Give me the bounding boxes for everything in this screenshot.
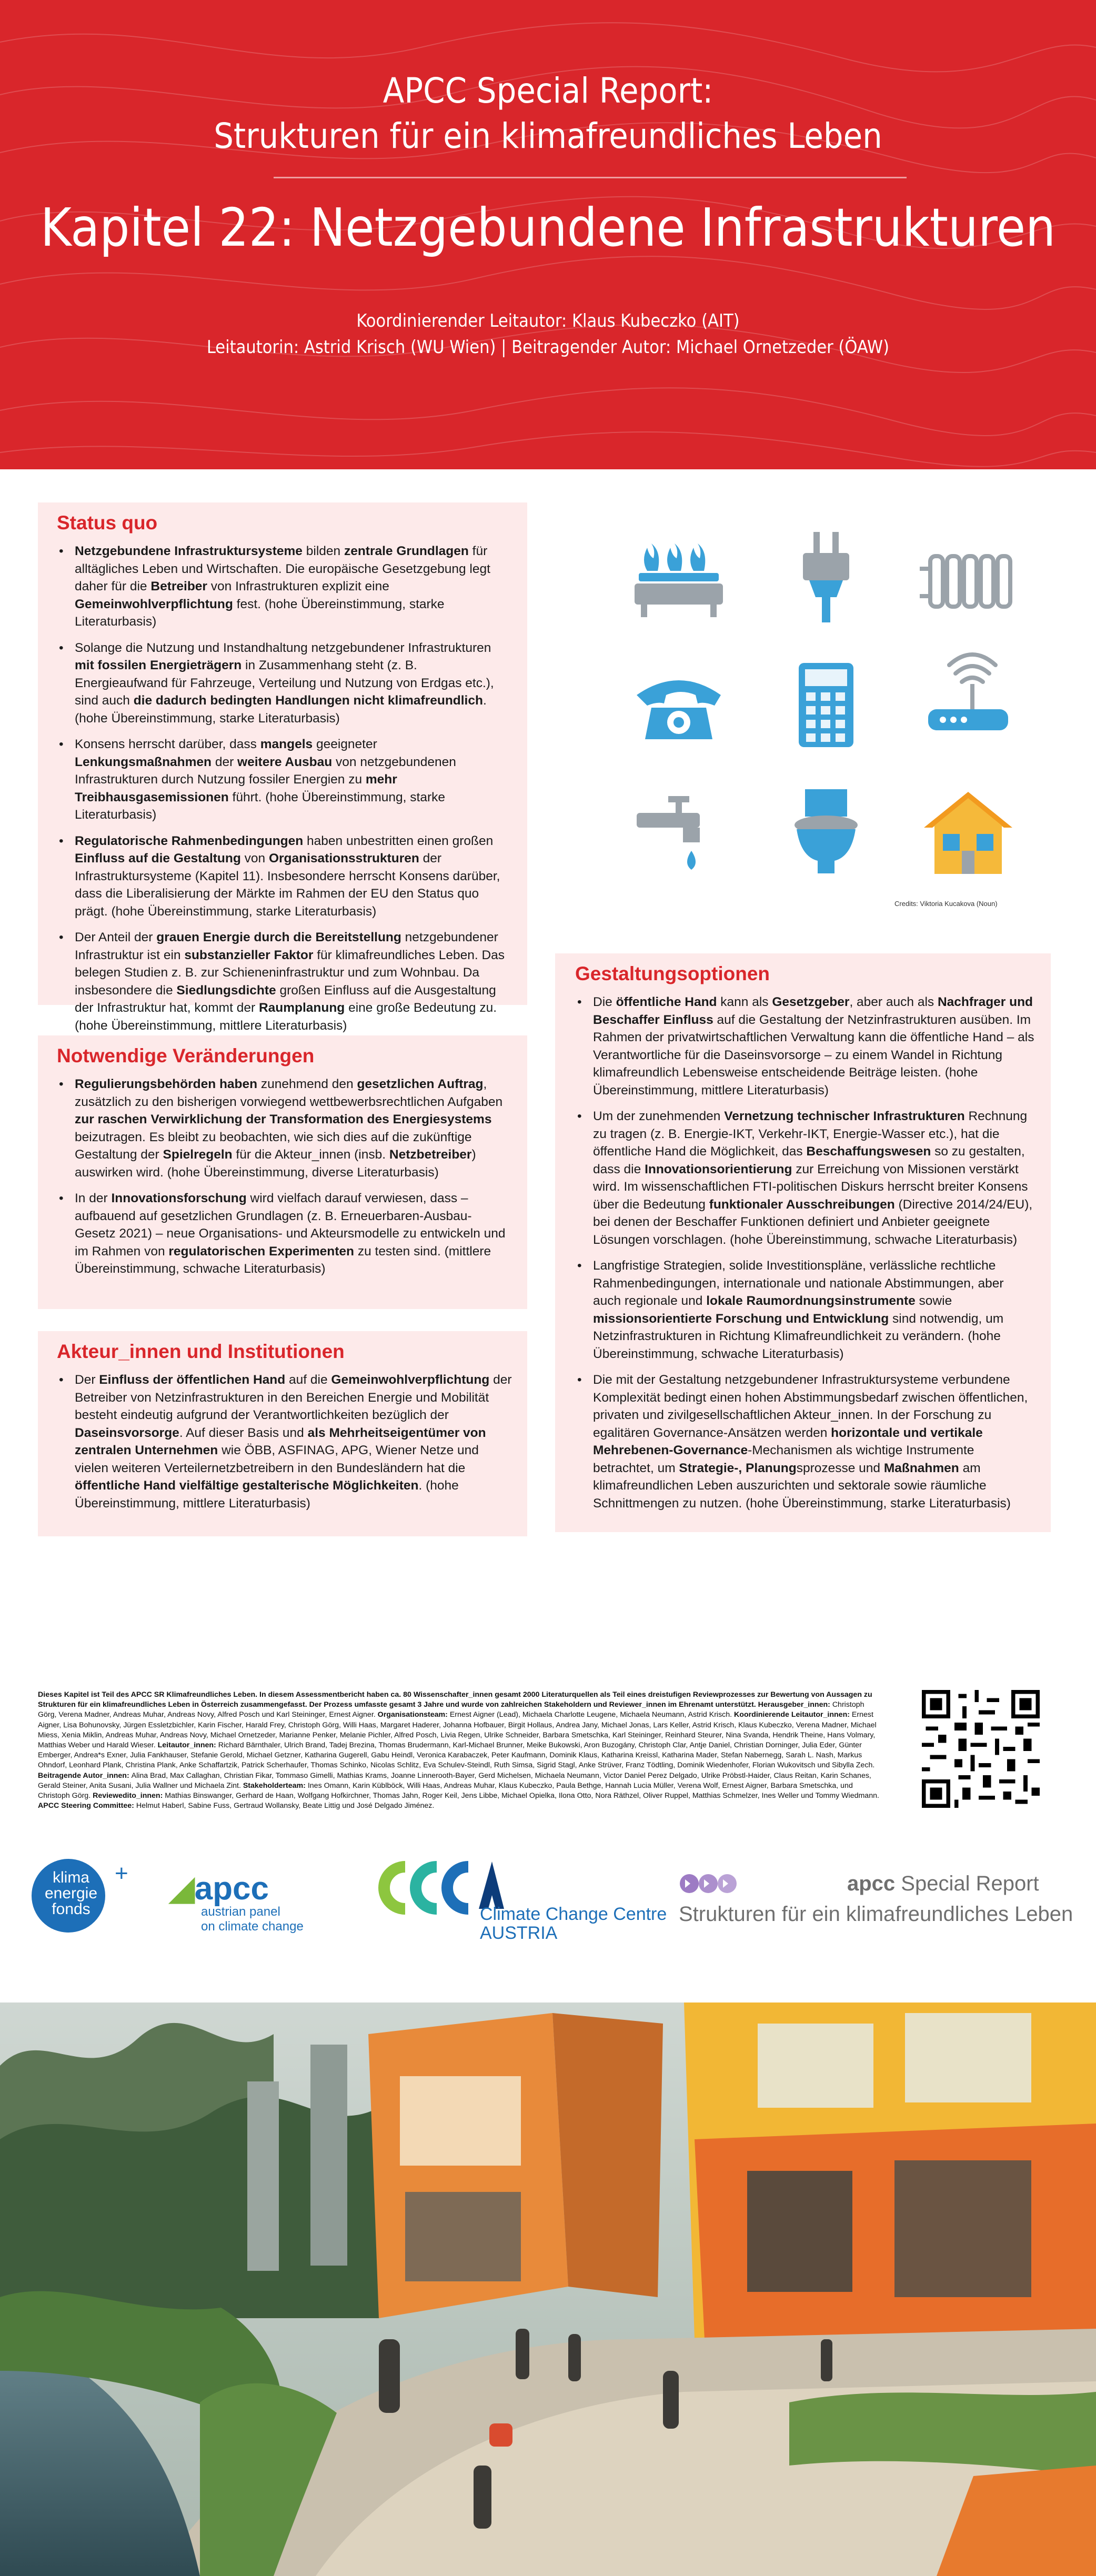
report-title: APCC Special Report: Strukturen für ein klimafreundliches Leben (214, 71, 882, 156)
akteure-list (57, 1371, 512, 1512)
text-run: -Mechanismen als wichtige Instrumente betrachtet, um (593, 1443, 974, 1475)
bold-text: Lenkungsmaßnahmen (75, 754, 212, 769)
bold-text: die dadurch bedingten Handlungen nicht klimafreundlich (133, 693, 483, 708)
bold-text: grauen Energie durch die Bereitstellung (156, 930, 401, 944)
notwendige-list (57, 1075, 512, 1278)
bold-text: horizontale und vertikale Mehrebenen-Governance (593, 1425, 983, 1457)
text-run: In der (75, 1191, 112, 1205)
text-run: Um der zunehmenden (593, 1109, 725, 1123)
bold-text: öffentliche Hand vielfältige gestalterische Möglichkeiten (75, 1478, 419, 1493)
klimafonds-text: fonds (52, 1900, 91, 1918)
text-run: Die (593, 995, 616, 1009)
power-plug-icon (773, 524, 879, 629)
text-run: in Zusammenhang steht (z. B. Energieaufwand für Fahrzeuge, Verteilung und Nutzung von Erdgas etc.), sind auch (75, 658, 494, 708)
bold-text: Netzbetreiber (389, 1148, 472, 1162)
klimafonds-logo (26, 1856, 132, 1935)
bold-text: Organisationsstrukturen (268, 851, 419, 866)
bullet-item (57, 639, 512, 728)
text-run: der Infrastruktursysteme (Kapitel 11). Insbesondere herrscht Konsens darüber, dass die Liberalisierung der Märkte im Rahmen der EU den Status quo prägt. (hohe Übereinstimmung, starke Literaturbasis) (75, 851, 500, 919)
bold-text: regulatorischen Experimenten (168, 1244, 355, 1259)
text-run: Christoph Görg, Verena Madner, Andreas Muhar, Andreas Novy, Alfred Posch und Karl Steininger, Ernest Aigner. (38, 1700, 864, 1719)
text-run: haben unbestritten einen großen (303, 833, 494, 848)
bold-text: Leitautor_innen: (157, 1741, 218, 1750)
text-run: der (212, 754, 238, 769)
bullet-item (57, 832, 512, 921)
text-run: Ines Omann, Karin Küblböck, Willi Haas, Andreas Muhar, Klaus Kubeczko, Paula Bethge, Hannah Lucia Müller, Verena Wolf, Ernest Aigner, Barbara Smetschka, und Christoph Görg. (38, 1781, 853, 1800)
calculator-icon (773, 652, 879, 758)
text-run: für alltägliches Leben und Wirtschaften. Die europäische Gesetzgebung legt daher für die (75, 544, 490, 593)
text-run: , aber auch als (849, 995, 938, 1009)
section-title: Akteur_innen und Institutionen (57, 1341, 345, 1362)
text-run: ) auswirken wird. (hohe Übereinstimmung, diverse Literaturbasis) (75, 1148, 476, 1180)
text-run: Helmut Haberl, Sabine Fuss, Gertraud Wollansky, Beate Littig und José Delgado Jiménez. (136, 1802, 435, 1810)
text-run: der Betreiber von Netzinfrastrukturen in den Bereichen Energie und Mobilität besteht eindeutig aufgrund der Verantwortlichkeiten bezüglich der (75, 1373, 512, 1422)
text-run: Mathias Binswanger, Gerhard de Haan, Wolfgang Hofkirchner, Thomas Jahn, Roger Keil, Jens Libbe, Michael Opielka, Ilona Otto, Nora Räthzel, Oliver Ruppel, Matthias Schmelzer, Ines Weller und Tommy Wiedmann. (165, 1792, 879, 1800)
section-title: Notwendige Veränderungen (57, 1045, 315, 1066)
text-run: Ernest Aigner (Lead), Michaela Charlotte Leugene, Michaela Neumann, Astrid Krisch. (449, 1710, 735, 1719)
text-run: Konsens herrscht darüber, dass (75, 737, 260, 751)
status-quo-box (38, 502, 527, 1033)
section-title: Gestaltungsoptionen (575, 963, 770, 984)
bold-text: Gesetzgeber (772, 995, 850, 1009)
bold-text: gesetzlichen Auftrag (357, 1077, 484, 1091)
bullet-item (57, 1190, 512, 1278)
bold-text: Gemeinwohlverpflichtung (75, 597, 233, 611)
bold-text: Nachfrager und Beschaffer Einfluss (593, 995, 1033, 1027)
bold-text: Strategie-, Planung (679, 1461, 797, 1475)
bold-text: Regulatorische Rahmenbedingungen (75, 833, 304, 848)
text-run: Alina Brad, Max Callaghan, Christian Fikar, Tommaso Gimelli, Mathias Krams, Joanne Linnerooth-Bayer, Gerd Michelsen, Michaela Neumann, Victor Daniel Perez Delgado, Ulrike Pröbstl-Haider, Claus Reitan, Karin Schanes, Gerald Steiner, Anita Susani, Julia Wallner und Michaela Zint. (38, 1771, 871, 1790)
bullet-item (57, 542, 512, 631)
bold-text: Spielregeln (163, 1148, 233, 1162)
text-run: sind notwendig, um Netzinfrastrukturen in Richtung Klimafreundlichkeit zu verändern. (hohe Übereinstimmung, schwache Literaturbasis) (593, 1311, 1004, 1361)
qr-code[interactable] (922, 1690, 1040, 1808)
bold-text: Betreiber (150, 579, 207, 593)
bold-text: Innovationsorientierung (645, 1162, 792, 1176)
bullet-item (57, 1075, 512, 1181)
text-run: Die mit der Gestaltung netzgebundener Infrastruktursysteme verbundene Komplexität bedingt einen hohen Abstimmungsbedarf zwischen öffentlichen, privaten und zivilgesellschaftlichen Akteur_innen. In der Forschung zu egalitären Governance-Ansätzen werden (593, 1373, 1028, 1440)
bold-text: Vernetzung technischer Infrastrukturen (724, 1109, 965, 1123)
text-run: Ernest Aigner, Lisa Bohunovsky, Jürgen Essletzbichler, Karin Fischer, Harald Frey, Christoph Görg, Willi Haas, Margaret Haderer, Johanna Hofbauer, Birgit Hollaus, Andrea Jany, Michael Jonas, Lars Keller, Astrid Krisch, Klaus Kubeczko, Verena Madner, Michael Miess, Xenia Miklin, Andreas Muhar, Andreas Novy, Michael Ornetzeder, Marianne Penker, Melanie Pichler, Alfred Posch, Livia Regen, Ulrike Schneider, Barbara Smetschka, Karl Steininger, Reinhard Steurer, Nina Svanda, Hendrik Theine, Hans Volmary, Matthias Weber und Harald Wieser. (38, 1710, 877, 1750)
text-run: Rechnung zu tragen (z. B. Energie-IKT, Verkehr-IKT, Energie-Wasser etc.), hat die öffentliche Hand die Möglichkeit, das (593, 1109, 1028, 1159)
bold-text: als Mehrheitseigentümer von zentralen Unternehmen (75, 1425, 486, 1457)
bold-text: Gemeinwohlverpflichtung (331, 1373, 490, 1387)
plus-mark: + (115, 1860, 128, 1886)
bullet-item (57, 736, 512, 824)
text-run: Der Anteil der (75, 930, 157, 944)
text-run: für klimafreundliches Leben. Das belegen Studien z. B. zur Schieneninfrastruktur und zum Wohnbau. Da insbesondere die (75, 948, 505, 998)
gestaltung-list (575, 993, 1035, 1512)
text-run: . (hohe Übereinstimmung, mittlere Literaturbasis) (75, 1478, 459, 1511)
toilet-icon (773, 779, 879, 884)
bullet-item (575, 1371, 1035, 1512)
text-run: beizutragen. Es bleibt zu beobachten, wie sich dies auf die zukünftige Gestaltung der (75, 1130, 472, 1162)
bold-text: mehr Treibhausgasemissionen (75, 772, 397, 804)
text-run: auf die (285, 1373, 331, 1387)
section-title: Status quo (57, 512, 158, 534)
text-run: (Directive 2014/24/EU), bei denen der Beschaffer Funktionen definiert und Anbieter geeignete Lösungen vorschlagen. (hohe Übereinstimmung, schwache Literaturbasis) (593, 1197, 1033, 1247)
special-report-logo (679, 1868, 1079, 1941)
apcc-sub: on climate change (201, 1919, 304, 1934)
text-run: . Auf dieser Basis und (179, 1425, 308, 1440)
text-run: Solange die Nutzung und Instandhaltung netzgebundener Infrastrukturen (75, 640, 491, 655)
ccca-logo (368, 1856, 684, 1943)
text-run: am klimafreundlichen Leben auszurichten und sektorale sowie räumliche Schnittmengen zu nutzen. (hohe Übereinstimmung, starke Literaturbasis) (593, 1461, 1011, 1511)
bullet-item (57, 1371, 512, 1512)
bold-text: weitere Ausbau (237, 754, 333, 769)
bold-text: Regulierungsbehörden haben (75, 1077, 258, 1091)
text-run: wie ÖBB, ASFINAG, APG, Wiener Netze und vielen weiteren Verteilernetzbetreibern in den Bundesländern hat die (75, 1443, 479, 1475)
bold-text: Beitragende Autor_innen: (38, 1771, 132, 1780)
icon-credits: Credits: Viktoria Kucakova (Noun) (894, 900, 998, 908)
bold-text: zentrale Grundlagen (344, 544, 469, 558)
klimafonds-text: energie (44, 1885, 98, 1902)
bold-text: Einfluss auf die Gestaltung (75, 851, 241, 866)
logo-row (0, 1847, 1096, 1941)
apcc-wordmark: apcc (194, 1870, 269, 1907)
sr-subtitle: Strukturen für ein klimafreundliches Leben (679, 1903, 1073, 1926)
text-run: Der (75, 1373, 99, 1387)
bold-text: Innovationsforschung (111, 1191, 247, 1205)
text-run: , zusätzlich zu den bisherigen vorwiegend wettbewerbsrechtlichen Aufgaben (75, 1077, 503, 1109)
bold-text: zur raschen Verwirklichung der Transformation des Energiesystems (75, 1112, 492, 1126)
bold-text: mangels (260, 737, 313, 751)
icon-grid (621, 518, 1052, 918)
text-run: so zu gestalten, dass die (593, 1144, 1025, 1176)
akteure-box (38, 1331, 527, 1536)
header-banner (0, 0, 1096, 469)
bold-text: APCC Steering Committee: (38, 1802, 136, 1810)
water-tap-icon (626, 781, 731, 887)
authors: Koordinierender Leitautor: Klaus Kubeczko (AIT) Leitautorin: Astrid Krisch (WU Wien) | Beitragender Autor: Michael Ornetzeder (ÖAW) (206, 310, 890, 358)
text-run: für die Akteur_innen (insb. (232, 1148, 389, 1162)
text-run: von netzgebundenen Infrastrukturen durch Nutzung fossiler Energien zu (75, 754, 456, 787)
ccca-name: Climate Change Centre (480, 1904, 667, 1924)
bullet-item (575, 1257, 1035, 1363)
text-run: sprozesse und (796, 1461, 884, 1475)
gas-stove-icon (626, 529, 731, 634)
text-run: auf die Gestaltung der Netzinfrastrukturen ausüben. Im Rahmen der privatwirtschaftlichen Verwaltung kann die öffentliche Hand – als Verantwortliche für die Daseinsvorsorge – zu einem Wandel in Richtung klimafreundlich Lebensweise entscheidende Beiträge leisten. (hohe Übereinstimmung, mittlere Literaturbasis) (593, 1012, 1034, 1098)
bold-text: Raumplanung (258, 1001, 345, 1015)
header-divider (274, 177, 907, 178)
sr-apcc: apcc (847, 1872, 896, 1895)
text-run: bilden (302, 544, 344, 558)
text-run: kann als (717, 995, 772, 1009)
text-run: geeigneter (313, 737, 377, 751)
bold-text: Beschaffungswesen (806, 1144, 931, 1159)
bold-text: funktionaler Ausschreibungen (709, 1197, 895, 1212)
bold-text: Koordinierende Leitautor_innen: (734, 1710, 852, 1719)
text-run: fest. (hohe Übereinstimmung, starke Literaturbasis) (75, 597, 445, 629)
text-run: zur Erreichung von Missionen verstärkt wird. Im wissenschaftlichen FTI-politischen Diskurs herrscht breiter Konsens über die Bedeutung (593, 1162, 1028, 1212)
house-icon (916, 781, 1021, 887)
text-run: führt. (hohe Übereinstimmung, starke Literaturbasis) (75, 790, 445, 822)
text-run: großen Einfluss auf die Ausgestaltung der Infrastruktur hat, kommt der (75, 983, 496, 1015)
bullet-item (575, 1108, 1035, 1249)
sr-special: Special Report (901, 1872, 1039, 1895)
apcc-logo: ◢apcc austrian panel on climate change (169, 1873, 338, 1936)
bold-text: Dieses Kapitel ist Teil des APCC SR Klimafreundliches Leben. In diesem Assessmentbericht haben ca. 80 Wissenschafter_innen gesamt 2000 Literaturquellen als Teil eines dreistufigen Reviewprozesses zur Bewertung von Aussagen zu Strukturen für ein klimafreundliches Leben in Österreich zusammengefasst. Der Prozess umfasste gesamt 3 Jahre und wurde von zahlreichen Stakeholdern und Reviewer_innen im Ehrenamt unterstützt. Herausgeber_innen: (38, 1690, 872, 1709)
credits-text (38, 1690, 880, 1811)
bold-text: Einfluss der öffentlichen Hand (99, 1373, 286, 1387)
notwendige-box (38, 1035, 527, 1309)
status-quo-list (57, 542, 512, 1034)
chapter-title: Kapitel 22: Netzgebundene Infrastrukturen (40, 197, 1056, 258)
bold-text: Organisationsteam: (377, 1710, 450, 1719)
bold-text: Reviewedito_innen: (93, 1792, 165, 1800)
wifi-router-icon (916, 652, 1021, 758)
bold-text: Netzgebundene Infrastruktursysteme (75, 544, 303, 558)
bold-text: Stakeholderteam: (243, 1781, 308, 1790)
text-run: eine große Bedeutung zu. (hohe Übereinstimmung, mittlere Literaturbasis) (75, 1001, 497, 1033)
text-run: . (hohe Übereinstimmung, starke Literaturbasis) (75, 693, 487, 726)
text-run: Richard Bärnthaler, Ulrich Brand, Tadej Brezina, Thomas Brudermann, Karl-Michael Brunner, Meike Bukowski, Aron Buzogány, Christoph Clar, Antje Daniel, Christian Dorninger, Julia Eder, Günter Emberger, Andrea*s Exner, Julia Fankhauser, Stefanie Gerold, Michael Getzner, Katharina Gugerell, Gabu Heindl, Veronica Karabaczek, Peter Kaufmann, Dominik Klaus, Katharina Kreissl, Katharina Mader, Stefan Nabernegg, Sarah L. Nash, Markus Ohndorf, Leonhard Plank, Christina Plank, Anke Schaffartzik, Patrick Scherhaufer, Thomas Schinko, Nicolas Schlitz, Eva Schulev-Steindl, Ruth Simsa, Sigrid Stagl, Anke Strüver, Franz Tödtling, Dominik Wiedenhofer, Florian Wukovitsch und Sibylla Zech. (38, 1741, 875, 1770)
bold-text: öffentliche Hand (616, 995, 717, 1009)
text-run: von Infrastrukturen explizit eine (207, 579, 389, 593)
radiator-icon (916, 529, 1021, 634)
bold-text: mit fossilen Energieträgern (75, 658, 242, 672)
ccca-name: AUSTRIA (480, 1923, 558, 1943)
bold-text: missionsorientierte Forschung und Entwicklung (593, 1311, 889, 1326)
klimafonds-text: klima (52, 1869, 89, 1886)
bullet-item (57, 929, 512, 1034)
telephone-icon (626, 655, 731, 760)
text-run: wird vielfach darauf verwiesen, dass – aufbauend auf gesetzlichen Grundlagen (z. B. Erneuerbaren-Ausbau-Gesetz 2021) – neue Organisations- und Akteursmodelle zu entwickeln und im Rahmen von (75, 1191, 506, 1259)
apcc-sub: austrian panel (201, 1905, 280, 1919)
bold-text: Siedlungsdichte (176, 983, 276, 998)
text-run: Langfristige Strategien, solide Investitionspläne, verlässliche rechtliche Rahmenbedingungen, internationale und nationale Abstimmungen, aber auch regionale und (593, 1259, 1004, 1308)
bold-text: Maßnahmen (883, 1461, 959, 1475)
text-run: netzgebundener Infrastruktur ist ein (75, 930, 498, 962)
text-run: zu testen sind. (mittlere Übereinstimmung, schwache Literaturbasis) (75, 1244, 491, 1276)
illustration-image (0, 2003, 1096, 2576)
bold-text: lokale Raumordnungsinstrumente (706, 1294, 916, 1308)
text-run: von (240, 851, 269, 866)
text-run: zunehmend den (257, 1077, 357, 1091)
bullet-item (575, 993, 1035, 1099)
sr-arrows (679, 1868, 768, 1899)
gestaltung-box (555, 953, 1051, 1532)
bold-text: substanzieller Faktor (184, 948, 314, 962)
text-run: sowie (915, 1294, 952, 1308)
bold-text: Daseinsvorsorge (75, 1425, 179, 1440)
